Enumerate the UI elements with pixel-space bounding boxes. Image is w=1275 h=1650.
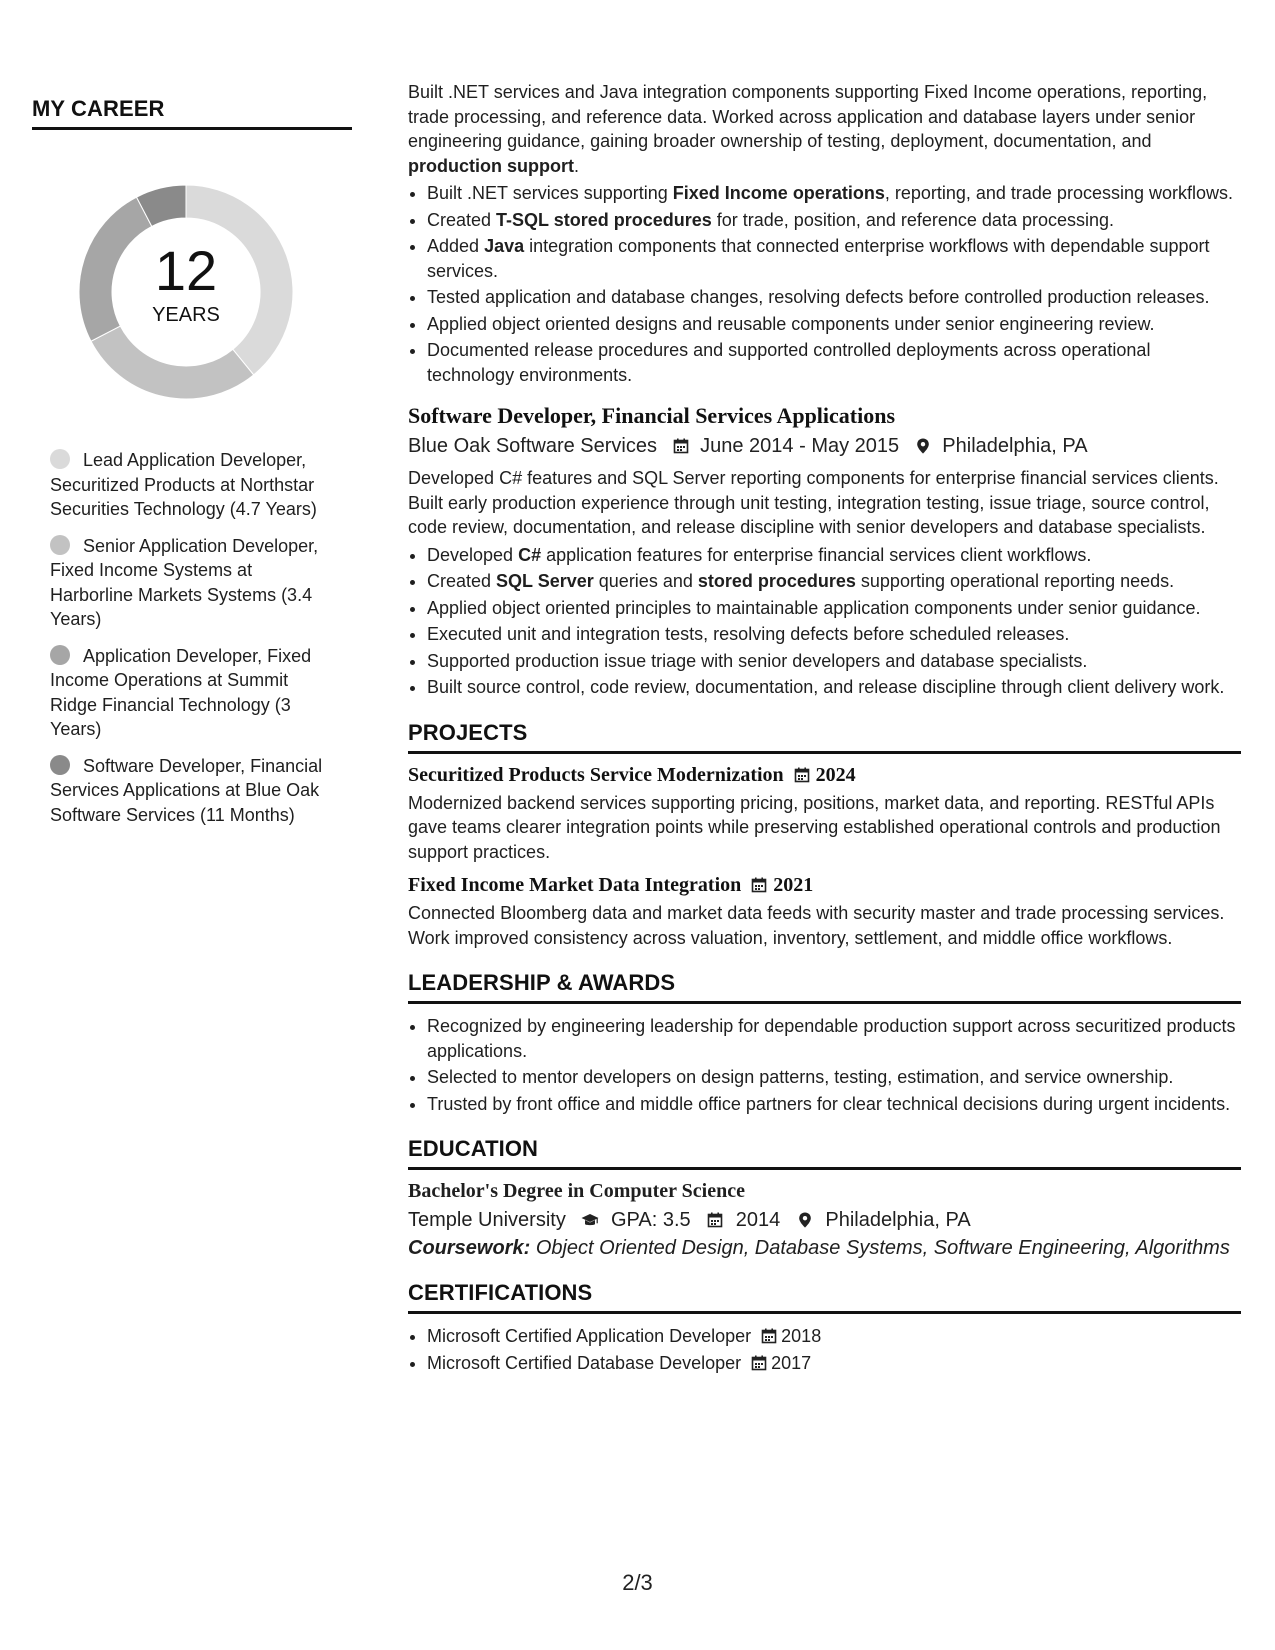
list-item — [427, 312, 1241, 337]
list-item — [427, 596, 1241, 621]
page-number: 2/3 — [622, 1570, 653, 1595]
calendar-icon — [794, 767, 810, 783]
location-pin-icon — [796, 1212, 814, 1228]
legend-item — [50, 644, 325, 742]
project-name: Securitized Products Service Modernization — [408, 763, 784, 786]
list-item — [427, 181, 1241, 206]
job1-bullets — [408, 181, 1241, 387]
bold-text: stored procedures — [697, 571, 856, 591]
project-description: Connected Bloomberg data and market data feeds with security master and trade processing services. Work improved consistency across valuation, inventory, settlement, and middle office workflows. — [408, 903, 1225, 948]
text-run: . — [573, 155, 579, 176]
list-item — [427, 285, 1241, 310]
text-run: Documented release procedures and supported controlled deployments across operational technology environments. — [427, 340, 1151, 385]
leadership-section — [408, 970, 1241, 1116]
certifications-heading: CERTIFICATIONS — [408, 1280, 1241, 1314]
cert-year: 2017 — [771, 1352, 812, 1373]
job2-title: Software Developer, Financial Services Applications — [408, 403, 896, 428]
project-name: Fixed Income Market Data Integration — [408, 874, 742, 896]
calendar-icon — [706, 1212, 724, 1228]
career-legend — [50, 448, 325, 827]
projects-heading: PROJECTS — [408, 720, 1241, 754]
text-run: Added — [427, 236, 485, 256]
career-sidebar — [32, 96, 352, 839]
text-run: Applied object oriented designs and reusable components under senior engineering review. — [427, 313, 1155, 334]
calendar-icon — [751, 877, 767, 893]
legend-item — [50, 448, 325, 522]
gpa: GPA: 3.5 — [610, 1209, 691, 1231]
graduation-year: 2014 — [735, 1209, 781, 1231]
calendar-icon — [751, 1355, 767, 1371]
text-run: Developed C# features and SQL Server reporting components for enterprise financial services clients. Built early production experience through unit testing, integration testing, issue triage, source control, code review, documentation, and release discipline with senior developers and database specialists. — [408, 468, 1219, 537]
education-meta — [408, 1205, 1241, 1235]
text-run: , reporting, and trade processing workflows. — [884, 183, 1233, 203]
total-years-unit: YEARS — [152, 304, 220, 326]
leadership-list — [408, 1014, 1241, 1116]
list-item — [427, 234, 1241, 283]
leadership-heading: LEADERSHIP & AWARDS — [408, 970, 1241, 1004]
project-year: 2024 — [815, 763, 856, 786]
school-location: Philadelphia, PA — [825, 1209, 971, 1231]
list-item — [427, 1324, 1241, 1349]
total-years-value: 12 — [154, 239, 218, 302]
text-run: Built .NET services supporting — [427, 183, 673, 203]
bold-text: Java — [484, 236, 525, 256]
text-run: supporting operational reporting needs. — [855, 571, 1175, 591]
legend-item — [50, 754, 325, 828]
project-item — [408, 764, 1241, 865]
coursework-label: Coursework: — [408, 1237, 531, 1259]
legend-swatch — [50, 535, 70, 555]
project-item — [408, 874, 1241, 950]
job2-company: Blue Oak Software Services — [408, 435, 657, 457]
bold-text: C# — [518, 544, 542, 565]
legend-label: Senior Application Developer, Fixed Income Systems at Harborline Markets Systems (3.4 Years) — [50, 535, 319, 629]
text-run: queries and — [593, 571, 698, 591]
project-description: Modernized backend services supporting pricing, positions, market data, and reporting. RESTful APIs gave teams clearer integration points while preserving established operational controls and production support practices. — [408, 792, 1221, 862]
list-item: • Selected to mentor developers on design patterns, testing, estimation, and service ownership. — [427, 1065, 1241, 1090]
list-item: • Recognized by engineering leadership for dependable production support across securitized products applications. — [427, 1014, 1241, 1063]
calendar-icon — [761, 1328, 777, 1344]
text-run: Applied object oriented principles to maintainable application components under senior guidance. — [427, 597, 1201, 618]
text-run: Created — [427, 209, 497, 230]
cert-name: Microsoft Certified Database Developer — [427, 1352, 742, 1373]
education-heading: EDUCATION — [408, 1136, 1241, 1170]
text-run: integration components that connected enterprise workflows with dependable support services. — [427, 236, 1210, 281]
degree-title: Bachelor's Degree in Computer Science — [408, 1180, 745, 1202]
text-run: Built source control, code review, documentation, and release discipline through client delivery work. — [427, 677, 1225, 697]
calendar-icon — [673, 438, 689, 454]
legend-label: Lead Application Developer, Securitized Products at Northstar Securities Technology (4.7 Years) — [50, 450, 317, 519]
text-run: Built .NET services and Java integration components supporting Fixed Income operations, reporting, trade processing, and reference data. Worked across application and database layers under senior engineering guidance, gaining broader ownership of testing, deployment, documentation, and — [408, 82, 1208, 151]
legend-swatch — [50, 755, 70, 775]
project-year: 2021 — [773, 874, 814, 896]
job2-location: Philadelphia, PA — [942, 435, 1088, 457]
job2-meta — [408, 430, 1241, 462]
list-item — [427, 543, 1241, 568]
text-run: for trade, position, and reference data processing. — [711, 209, 1115, 230]
donut-slice-2 — [91, 326, 254, 399]
text-run: Tested application and database changes, resolving defects before controlled production releases. — [427, 287, 1210, 307]
list-item — [427, 649, 1241, 674]
legend-label: Application Developer, Fixed Income Operations at Summit Ridge Financial Technology (3 Years) — [50, 645, 312, 739]
cert-year: 2018 — [781, 1326, 822, 1346]
list-item — [427, 338, 1241, 387]
bold-text: production support — [408, 155, 574, 176]
list-item — [427, 569, 1241, 594]
career-heading: MY CAREER — [32, 96, 352, 130]
coursework — [408, 1237, 1241, 1260]
legend-swatch — [50, 645, 70, 665]
certifications-section — [408, 1280, 1241, 1375]
coursework-list: Object Oriented Design, Database Systems, Software Engineering, Algorithms — [535, 1237, 1230, 1259]
bold-text: SQL Server — [496, 571, 594, 591]
location-pin-icon — [915, 438, 931, 454]
education-section — [408, 1136, 1241, 1260]
school-name: Temple University — [408, 1209, 566, 1231]
text-run: Supported production issue triage with senior developers and database specialists. — [427, 650, 1088, 671]
job1-summary — [408, 80, 1241, 178]
text-run: application features for enterprise financial services client workflows. — [541, 544, 1092, 565]
projects-section — [408, 720, 1241, 951]
job2-dates: June 2014 - May 2015 — [700, 435, 900, 457]
cert-name: Microsoft Certified Application Developer — [427, 1326, 752, 1346]
bold-text: Fixed Income operations — [672, 183, 885, 203]
legend-label: Software Developer, Financial Services Applications at Blue Oak Software Services (11 Months) — [50, 755, 323, 825]
certifications-list — [408, 1324, 1241, 1375]
list-item — [427, 208, 1241, 233]
text-run: Created — [427, 571, 497, 591]
legend-swatch — [50, 449, 70, 469]
bold-text: T-SQL stored procedures — [496, 209, 712, 230]
list-item — [427, 622, 1241, 647]
job2-bullets — [408, 543, 1241, 700]
text-run: Executed unit and integration tests, resolving defects before scheduled releases. — [427, 624, 1070, 644]
job2-summary — [408, 466, 1241, 540]
list-item: • Trusted by front office and middle office partners for clear technical decisions during urgent incidents. — [427, 1092, 1241, 1117]
list-item — [427, 675, 1241, 700]
list-item — [427, 1351, 1241, 1376]
legend-item — [50, 534, 325, 632]
main-content — [408, 80, 1241, 1377]
graduation-cap-icon — [581, 1212, 599, 1228]
career-donut-chart — [66, 172, 306, 412]
text-run: Developed — [427, 544, 519, 565]
